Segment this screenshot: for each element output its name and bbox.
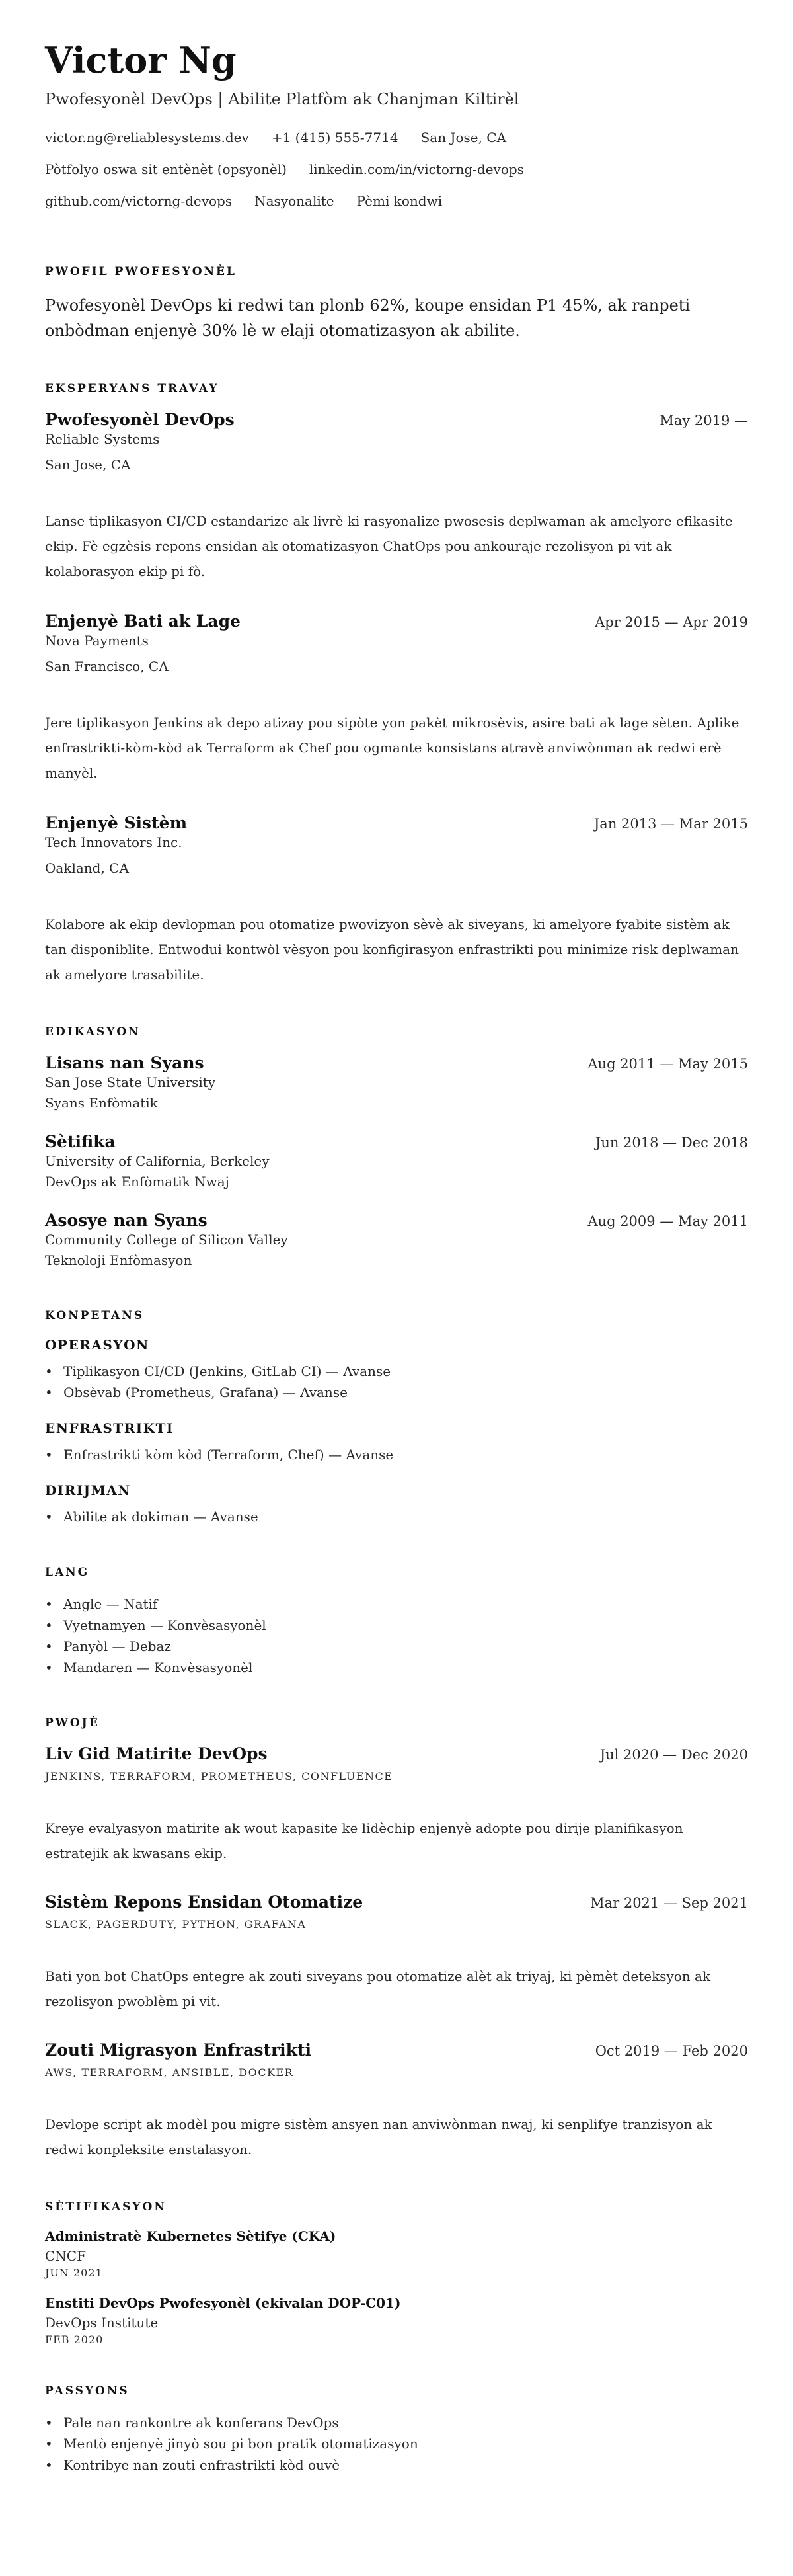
skill-list	[45, 1506, 748, 1527]
project-tech: SLACK, PAGERDUTY, PYTHON, GRAFANA	[45, 1917, 307, 1931]
job-date: Apr 2015 — Apr 2019	[595, 614, 748, 630]
languages-section	[45, 1566, 748, 1678]
experience-entry	[45, 813, 748, 987]
project-title: Sistèm Repons Ensidan Otomatize	[45, 1892, 363, 1912]
contact-portfolio[interactable]: Pòtfolyo oswa sit entènèt (opsyonèl)	[45, 161, 287, 178]
resume-header	[45, 40, 748, 209]
section-heading: KONPETANS	[45, 1308, 145, 1322]
project-date: Mar 2021 — Sep 2021	[590, 1894, 748, 1911]
degree-title: Lisans nan Syans	[45, 1053, 204, 1072]
project-description: Devlope script ak modèl pou migre sistèm ansyen nan anviwònman nwaj, ki senplifye tranzisyon ak redwi konpleksite enstalasyon.	[45, 2116, 712, 2157]
job-company: Reliable Systems	[45, 430, 160, 447]
candidate-name: Victor Ng	[45, 39, 237, 81]
certifications-section	[45, 2200, 748, 2346]
degree-date: Aug 2011 — May 2015	[587, 1055, 748, 1072]
job-company: Nova Payments	[45, 632, 149, 649]
experience-entry	[45, 410, 748, 584]
contact-github[interactable]: github.com/victorng-devops	[45, 193, 233, 210]
skill-list	[45, 1444, 748, 1465]
job-title: Pwofesyonèl DevOps	[45, 409, 235, 429]
contact-driving-license: Pèmi kondwi	[356, 193, 443, 210]
project-description: Kreye evalyasyon matirite ak wout kapasite ke lidèchip enjenyè adopte pou dirije planifikasyon estratejik ak kwasans ekip.	[45, 1820, 683, 1861]
contact-row	[45, 161, 748, 177]
candidate-headline: Pwofesyonèl DevOps | Abilite Platfòm ak Chanjman Kiltirèl	[45, 90, 519, 109]
skill-item: • Obsèvab (Prometheus, Grafana) — Avanse	[45, 1382, 748, 1403]
section-heading: PWOJÈ	[45, 1716, 100, 1730]
contact-email[interactable]: victor.ng@reliablesystems.dev	[45, 130, 249, 146]
skill-item: • Abilite ak dokiman — Avanse	[45, 1506, 748, 1527]
skill-group-title: OPERASYON	[45, 1336, 149, 1353]
language-list	[45, 1593, 748, 1678]
certification-title: Enstiti DevOps Pwofesyonèl (ekivalan DOP-C01)	[45, 2294, 401, 2311]
passion-list	[45, 2412, 748, 2475]
certification-entry	[45, 2295, 748, 2346]
skill-group-title: DIRIJMAN	[45, 1482, 132, 1498]
section-heading: EDIKASYON	[45, 1025, 141, 1039]
skill-item: • Tiplikasyon CI/CD (Jenkins, GitLab CI) — Avanse	[45, 1361, 748, 1382]
skill-group-title: ENFRASTRIKTI	[45, 1420, 174, 1436]
contact-linkedin[interactable]: linkedin.com/in/victorng-devops	[309, 161, 524, 178]
contact-nationality: Nasyonalite	[254, 193, 334, 210]
job-title: Enjenyè Bati ak Lage	[45, 611, 241, 631]
certification-title: Administratè Kubernetes Sètifye (CKA)	[45, 2228, 336, 2244]
certification-entry	[45, 2228, 748, 2279]
language-item: • Vyetnamyen — Konvèsasyonèl	[45, 1615, 748, 1636]
summary-text: Pwofesyonèl DevOps ki redwi tan plonb 62%, koupe ensidan P1 45%, ak ranpeti onbòdman enjenyè 30% lè w elaji otomatizasyon ak abilite.	[45, 296, 691, 341]
certification-date: JUN 2021	[45, 2266, 103, 2279]
degree-title: Asosye nan Syans	[45, 1210, 208, 1230]
contact-row	[45, 193, 748, 209]
passion-item: • Mentò enjenyè jinyò sou pi bon pratik otomatizasyon	[45, 2433, 748, 2454]
language-item: • Mandaren — Konvèsasyonèl	[45, 1657, 748, 1678]
study-field: Teknoloji Enfòmasyon	[45, 1252, 192, 1268]
job-date: May 2019 —	[660, 412, 748, 428]
education-section	[45, 1026, 748, 1271]
language-item: • Angle — Natif	[45, 1593, 748, 1615]
skill-item: • Enfrastrikti kòm kòd (Terraform, Chef) — Avanse	[45, 1444, 748, 1465]
project-title: Liv Gid Matirite DevOps	[45, 1744, 268, 1763]
job-description: Jere tiplikasyon Jenkins ak depo atizay pou sipòte yon pakèt mikrosèvis, asire bati ak lage sèten. Aplike enfrastrikti-kòm-kòd ak Terraform ak Chef pou ogmante konsistans atravè anviwònman ak redwi erè manyèl.	[45, 714, 739, 781]
job-date: Jan 2013 — Mar 2015	[593, 815, 748, 832]
project-entry	[45, 2040, 748, 2162]
summary-section	[45, 265, 748, 344]
project-description: Bati yon bot ChatOps entegre ak zouti siveyans pou otomatize alèt ak triyaj, ki pèmèt deteksyon ak rezolisyon pwoblèm pi vit.	[45, 1968, 711, 2009]
certification-issuer: CNCF	[45, 2247, 86, 2264]
degree-date: Aug 2009 — May 2011	[587, 1213, 748, 1229]
certification-date: FEB 2020	[45, 2333, 104, 2346]
project-entry	[45, 1892, 748, 2014]
projects-section	[45, 1716, 748, 2162]
contact-row	[45, 130, 748, 145]
project-date: Oct 2019 — Feb 2020	[595, 2042, 748, 2059]
job-location: Oakland, CA	[45, 860, 129, 876]
job-title: Enjenyè Sistèm	[45, 813, 188, 832]
project-tech: AWS, TERRAFORM, ANSIBLE, DOCKER	[45, 2066, 294, 2079]
skills-section	[45, 1309, 748, 1527]
project-entry	[45, 1744, 748, 1866]
language-item: • Panyòl — Debaz	[45, 1636, 748, 1657]
study-field: Syans Enfòmatik	[45, 1094, 158, 1111]
study-field: DevOps ak Enfòmatik Nwaj	[45, 1173, 229, 1189]
education-entry	[45, 1211, 748, 1271]
job-company: Tech Innovators Inc.	[45, 834, 182, 850]
project-date: Jul 2020 — Dec 2020	[599, 1746, 748, 1763]
section-heading: PASSYONS	[45, 2384, 130, 2397]
project-title: Zouti Migrasyon Enfrastrikti	[45, 2040, 312, 2060]
job-description: Kolabore ak ekip devlopman pou otomatize pwovizyon sèvè ak siveyans, ki amelyore fyabite sistèm ak tan disponiblite. Entwodui kontwòl vèsyon pou konfigirasyon enfrastrikti pou minimize risk deplwaman ak amelyore trasabilite.	[45, 916, 739, 983]
degree-date: Jun 2018 — Dec 2018	[595, 1134, 748, 1150]
section-heading: PWOFIL PWOFESYONÈL	[45, 265, 237, 279]
job-location: San Francisco, CA	[45, 658, 169, 674]
project-tech: JENKINS, TERRAFORM, PROMETHEUS, CONFLUENCE	[45, 1769, 393, 1783]
contact-phone[interactable]: +1 (415) 555-7714	[271, 130, 398, 146]
school-name: San Jose State University	[45, 1074, 216, 1090]
job-location: San Jose, CA	[45, 456, 131, 473]
passion-item: • Kontribye nan zouti enfrastrikti kòd ouvè	[45, 2454, 748, 2475]
skill-list	[45, 1361, 748, 1403]
section-heading: EKSPERYANS TRAVAY	[45, 382, 219, 395]
passions-section	[45, 2384, 748, 2475]
education-entry	[45, 1053, 748, 1113]
experience-entry	[45, 612, 748, 785]
contact-location: San Jose, CA	[420, 130, 507, 146]
experience-section	[45, 382, 748, 987]
passion-item: • Pale nan rankontre ak konferans DevOps	[45, 2412, 748, 2433]
section-heading: SÈTIFIKASYON	[45, 2200, 167, 2214]
certification-issuer: DevOps Institute	[45, 2314, 159, 2331]
school-name: University of California, Berkeley	[45, 1152, 270, 1169]
school-name: Community College of Silicon Valley	[45, 1231, 288, 1248]
section-heading: LANG	[45, 1565, 90, 1579]
education-entry	[45, 1132, 748, 1192]
job-description: Lanse tiplikasyon CI/CD estandarize ak livrè ki rasyonalize pwosesis deplwaman ak amelyore efikasite ekip. Fè egzèsis repons ensidan ak otomatizasyon ChatOps pou ankouraje rezolisyon pi vit ak kolaborasyon ekip pi fò.	[45, 512, 733, 579]
degree-title: Sètifika	[45, 1131, 116, 1151]
